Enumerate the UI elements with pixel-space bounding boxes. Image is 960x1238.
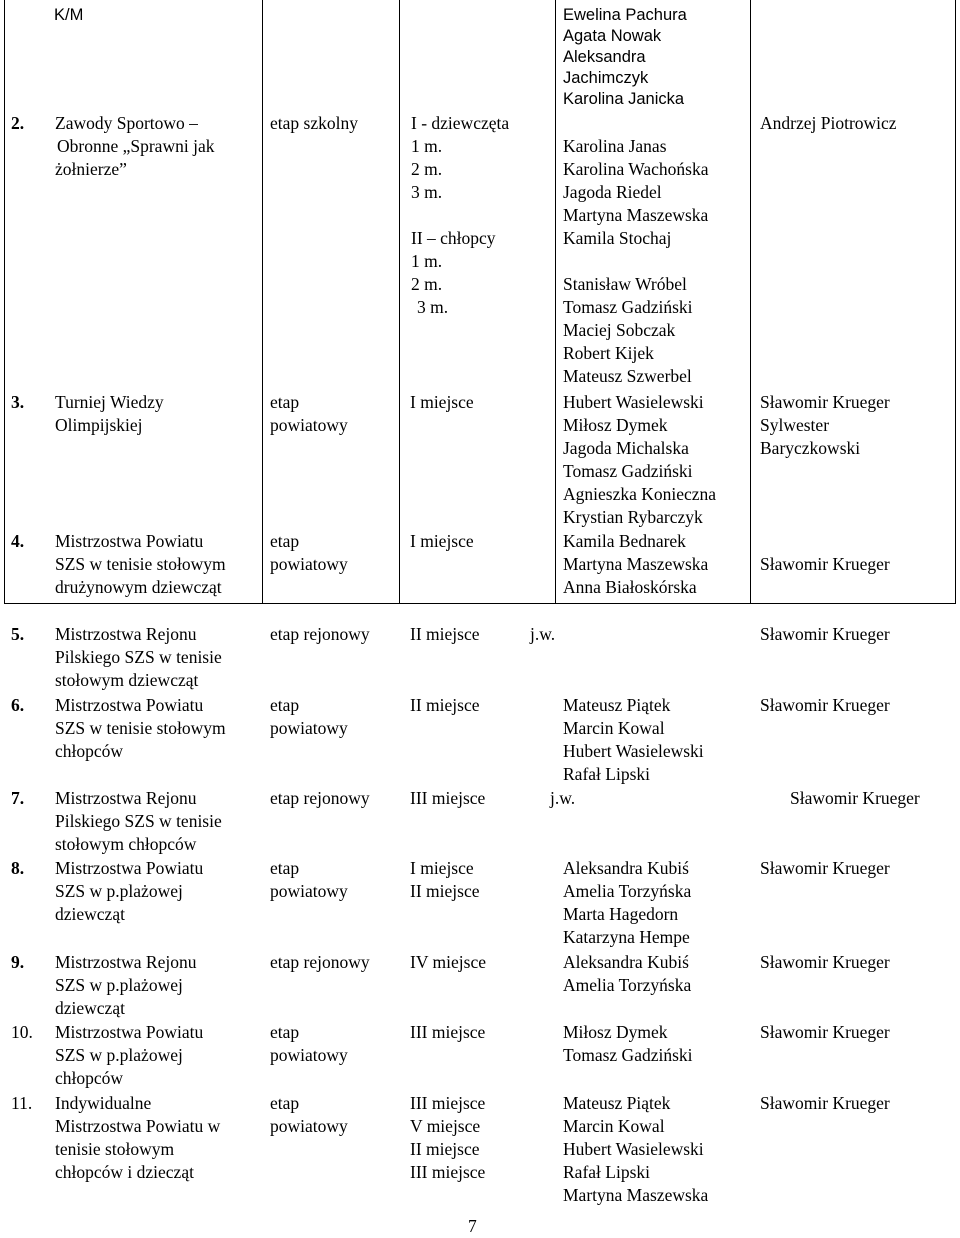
result: III miejsce: [410, 1022, 486, 1042]
overflow-participants: Ewelina Pachura Agata Nowak Aleksandra Jachimczyk Karolina Janicka: [563, 6, 687, 108]
page-number: 7: [468, 1216, 477, 1236]
competition-name: Mistrzostwa Powiatu SZS w p.plażowej chłopców: [55, 1022, 204, 1088]
stage: etap powiatowy: [270, 531, 348, 574]
result: III miejsce: [410, 788, 486, 808]
table-border-left: [4, 0, 5, 604]
coach: Sławomir Krueger: [760, 1022, 890, 1042]
participants: Hubert Wasielewski Miłosz Dymek Jagoda Michalska Tomasz Gadziński Agnieszka Konieczna Krystian Rybarczyk: [563, 392, 717, 527]
coach: Sławomir Krueger: [760, 695, 890, 715]
participants: j.w.: [550, 788, 576, 808]
km-label: K/M: [54, 6, 84, 24]
stage: etap rejonowy: [270, 624, 370, 644]
competition-name: Mistrzostwa Powiatu SZS w tenisie stołowym drużynowym dziewcząt: [55, 531, 226, 597]
row-number: 9.: [11, 952, 25, 972]
participants: Aleksandra Kubiś Amelia Torzyńska Marta Hagedorn Katarzyna Hempe: [563, 858, 692, 947]
result: III miejsce V miejsce II miejsce III miejsce: [410, 1093, 486, 1182]
coach: Sławomir Krueger: [760, 952, 890, 972]
row-number: 4.: [11, 531, 25, 551]
participants: Kamila Bednarek Martyna Maszewska Anna Białoskórska: [563, 531, 709, 597]
row-number: 8.: [11, 858, 25, 878]
competition-name: Mistrzostwa Rejonu Pilskiego SZS w tenisie stołowym chłopców: [55, 788, 222, 854]
participants: j.w.: [530, 624, 556, 644]
participants: Mateusz Piątek Marcin Kowal Hubert Wasielewski Rafał Lipski: [563, 695, 704, 784]
result: I miejsce: [410, 392, 474, 412]
coach: Sławomir Krueger: [760, 1093, 890, 1113]
coach: Sławomir Krueger: [790, 788, 920, 808]
coach: Sławomir Krueger: [760, 624, 890, 644]
row-number: 7.: [11, 788, 25, 808]
competition-name: Zawody Sportowo – Obronne „Sprawni jak żołnierze”: [55, 113, 215, 179]
result: II miejsce: [410, 695, 480, 715]
competition-name: Indywidualne Mistrzostwa Powiatu w tenisie stołowym chłopców i dziecząt: [55, 1093, 221, 1182]
result: I miejsce: [410, 531, 474, 551]
result: I - dziewczęta 1 m. 2 m. 3 m. II – chłopcy 1 m. 2 m. 3 m.: [411, 113, 510, 317]
row-number: 6.: [11, 695, 25, 715]
stage: etap powiatowy: [270, 392, 348, 435]
table-divider-1: [262, 0, 263, 604]
table-divider-3: [555, 0, 556, 604]
table-divider-2: [399, 0, 400, 604]
row-number: 5.: [11, 624, 25, 644]
stage: etap powiatowy: [270, 695, 348, 738]
table-divider-4: [750, 0, 751, 604]
participants: Aleksandra Kubiś Amelia Torzyńska: [563, 952, 692, 995]
result: I miejsce II miejsce: [410, 858, 480, 901]
row-number: 2.: [11, 113, 25, 133]
competition-name: Turniej Wiedzy Olimpijskiej: [55, 392, 164, 435]
stage: etap powiatowy: [270, 1022, 348, 1065]
stage: etap rejonowy: [270, 952, 370, 972]
stage: etap powiatowy: [270, 858, 348, 901]
stage: etap rejonowy: [270, 788, 370, 808]
participants: Karolina Janas Karolina Wachońska Jagoda Riedel Martyna Maszewska Kamila Stochaj Stanisław Wróbel Tomasz Gadziński Maciej Sobczak Robert Kijek Mateusz Szwerbel: [563, 136, 709, 386]
coach: Sławomir Krueger Sylwester Baryczkowski: [760, 392, 890, 458]
row-number: 3.: [11, 392, 25, 412]
participants: Mateusz Piątek Marcin Kowal Hubert Wasielewski Rafał Lipski Martyna Maszewska: [563, 1093, 709, 1205]
competition-name: Mistrzostwa Powiatu SZS w p.plażowej dziewcząt: [55, 858, 204, 924]
result: II miejsce: [410, 624, 480, 644]
table-bottom-border: [4, 603, 956, 604]
coach: Sławomir Krueger: [760, 858, 890, 878]
competition-name: Mistrzostwa Powiatu SZS w tenisie stołowym chłopców: [55, 695, 226, 761]
coach: Sławomir Krueger: [760, 554, 890, 574]
stage: etap powiatowy: [270, 1093, 348, 1136]
result: IV miejsce: [410, 952, 486, 972]
competition-name: Mistrzostwa Rejonu SZS w p.plażowej dziewcząt: [55, 952, 197, 1018]
coach: Andrzej Piotrowicz: [760, 113, 897, 133]
competition-name: Mistrzostwa Rejonu Pilskiego SZS w tenisie stołowym dziewcząt: [55, 624, 222, 690]
table-border-right: [955, 0, 956, 604]
row-number: 10.: [11, 1022, 33, 1042]
stage: etap szkolny: [270, 113, 358, 133]
participants: Miłosz Dymek Tomasz Gadziński: [563, 1022, 693, 1065]
row-number: 11.: [11, 1093, 33, 1113]
